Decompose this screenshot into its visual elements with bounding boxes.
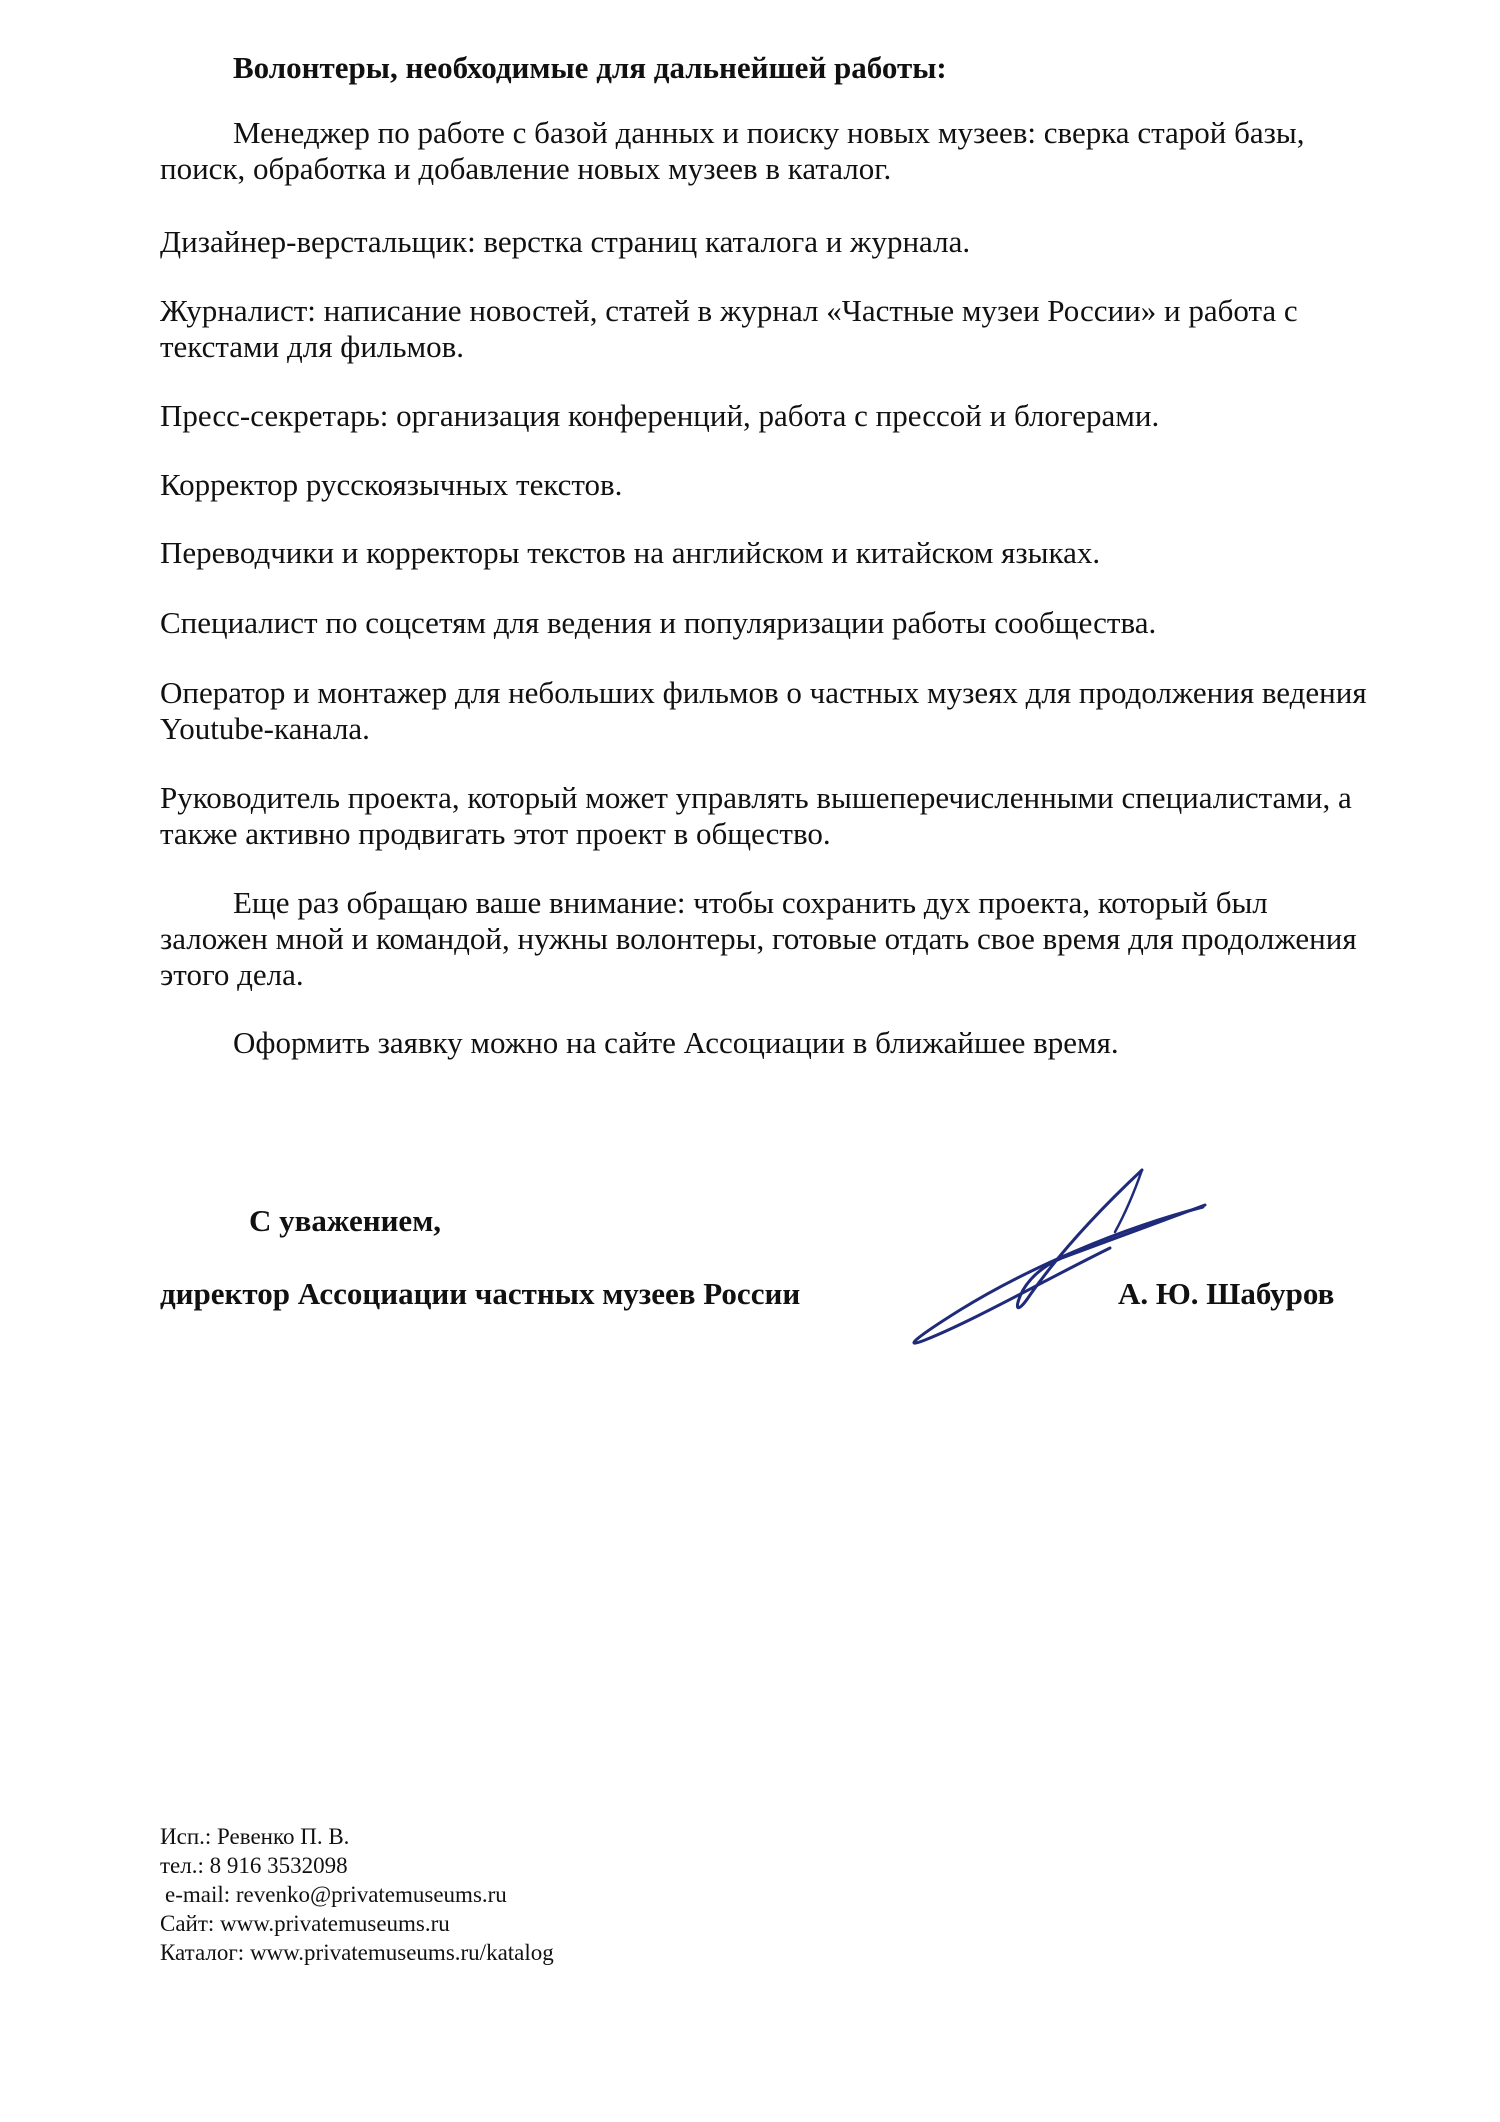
signatory-title: директор Ассоциации частных музеев России [160, 1276, 801, 1311]
signatory-name: А. Ю. Шабуров [1118, 1276, 1335, 1311]
email-line: e-mail: revenko@privatemuseums.ru [165, 1882, 507, 1907]
paragraph-db-manager: Менеджер по работе с базой данных и поиску новых музеев: сверка старой базы, поиск, обработка и добавление новых музеев в каталог. [160, 115, 1305, 186]
site-line: Сайт: www.privatemuseums.ru [160, 1911, 450, 1936]
volunteers-heading: Волонтеры, необходимые для дальнейшей работы: [233, 50, 947, 85]
paragraph-application: Оформить заявку можно на сайте Ассоциации в ближайшее время. [233, 1025, 1119, 1060]
paragraph-smm-specialist: Специалист по соцсетям для ведения и популяризации работы сообщества. [160, 605, 1157, 640]
paragraph-project-lead: Руководитель проекта, который может управлять вышеперечисленными специалистами, а также активно продвигать этот проект в общество. [160, 780, 1352, 851]
paragraph-translators: Переводчики и корректоры текстов на английском и китайском языках. [160, 535, 1101, 570]
catalog-line: Каталог: www.privatemuseums.ru/katalog [160, 1940, 554, 1965]
paragraph-video-operator: Оператор и монтажер для небольших фильмов о частных музеях для продолжения ведения Youtube-канала. [160, 675, 1367, 746]
handwritten-signature [905, 1160, 1225, 1350]
paragraph-attention: Еще раз обращаю ваше внимание: чтобы сохранить дух проекта, который был заложен мной и командой, нужны волонтеры, готовые отдать свое время для продолжения этого дела. [160, 885, 1357, 992]
paragraph-designer: Дизайнер-верстальщик: верстка страниц каталога и журнала. [160, 224, 971, 259]
executor-line: Исп.: Ревенко П. В. [160, 1824, 350, 1849]
contact-footer [160, 1822, 554, 1967]
paragraph-proofreader: Корректор русскоязычных текстов. [160, 467, 623, 502]
paragraph-press-secretary: Пресс-секретарь: организация конференций, работа с прессой и блогерами. [160, 398, 1160, 433]
paragraph-journalist: Журналист: написание новостей, статей в журнал «Частные музеи России» и работа с текстами для фильмов. [160, 293, 1298, 364]
phone-line: тел.: 8 916 3532098 [160, 1853, 348, 1878]
closing-regards: С уважением, [249, 1203, 442, 1238]
